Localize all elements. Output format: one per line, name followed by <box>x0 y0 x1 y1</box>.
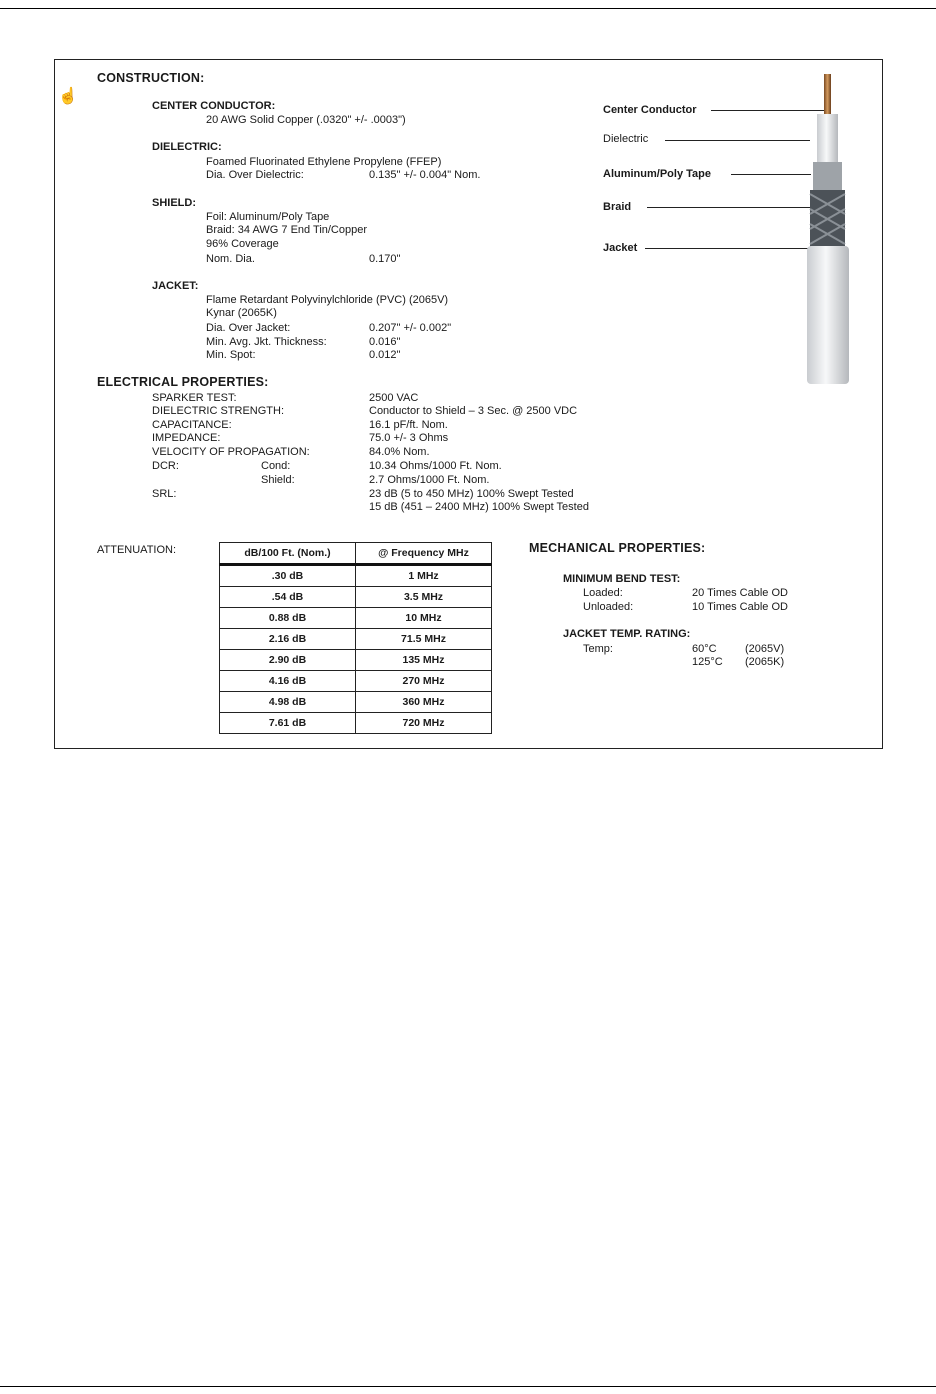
dcr-shield-label: Shield: <box>261 474 295 486</box>
callout-line <box>645 248 810 249</box>
jacket-spot-label: Min. Spot: <box>206 349 256 361</box>
table-row <box>220 629 492 650</box>
cable-conductor <box>824 74 831 116</box>
dcr-cond-label: Cond: <box>261 460 291 472</box>
electrical-heading: ELECTRICAL PROPERTIES: <box>97 375 269 389</box>
sparker-test-value: 2500 VAC <box>369 392 419 404</box>
db-cell: 4.98 dB <box>220 692 356 713</box>
table-row <box>220 713 492 734</box>
callout-dielectric: Dielectric <box>603 133 649 145</box>
cable-jacket <box>807 246 849 384</box>
shield-coverage: 96% Coverage <box>206 238 279 250</box>
jacket-thickness-value: 0.016" <box>369 336 401 348</box>
jacket-title: JACKET: <box>152 280 199 292</box>
dielectric-dia-value: 0.135" +/- 0.004" Nom. <box>369 169 481 181</box>
dcr-shield-value: 2.7 Ohms/1000 Ft. Nom. <box>369 474 490 486</box>
temp-label: Temp: <box>583 643 613 655</box>
srl-label: SRL: <box>152 488 177 500</box>
jacket-dia-value: 0.207" +/- 0.002" <box>369 322 452 334</box>
jacket-kynar: Kynar (2065K) <box>206 307 277 319</box>
callout-line <box>647 207 812 208</box>
attenuation-table <box>219 542 492 734</box>
attenuation-label: ATTENUATION: <box>97 544 177 556</box>
freq-cell: 71.5 MHz <box>356 629 492 650</box>
srl-line-1: 23 dB (5 to 450 MHz) 100% Swept Tested <box>369 488 574 500</box>
shield-nom-value: 0.170" <box>369 253 401 265</box>
callout-jacket: Jacket <box>603 242 638 254</box>
loaded-label: Loaded: <box>583 587 623 599</box>
db-cell: .30 dB <box>220 565 356 587</box>
cable-foil <box>813 162 842 192</box>
temp-code-1: (2065V) <box>745 643 785 655</box>
table-row <box>220 671 492 692</box>
datasheet-frame <box>54 59 883 749</box>
jacket-thickness-label: Min. Avg. Jkt. Thickness: <box>206 336 327 348</box>
freq-cell: 135 MHz <box>356 650 492 671</box>
freq-cell: 1 MHz <box>356 565 492 587</box>
shield-title: SHIELD: <box>152 197 196 209</box>
table-row <box>220 608 492 629</box>
cable-dielectric <box>817 114 838 164</box>
sparker-test-label: SPARKER TEST: <box>152 392 237 404</box>
jacket-material: Flame Retardant Polyvinylchloride (PVC) (2065V) <box>206 294 449 306</box>
shield-nom-label: Nom. Dia. <box>206 253 255 265</box>
db-cell: 0.88 dB <box>220 608 356 629</box>
temp-code-2: (2065K) <box>745 656 785 668</box>
dielectric-strength-label: DIELECTRIC STRENGTH: <box>152 405 285 417</box>
freq-cell: 270 MHz <box>356 671 492 692</box>
table-row <box>220 565 492 587</box>
callout-line <box>665 140 810 141</box>
coax-cable-image <box>795 74 865 386</box>
table-header-row <box>220 543 492 565</box>
jacket-spot-value: 0.012" <box>369 349 401 361</box>
hand-cursor-icon: ☝ <box>58 88 78 105</box>
table-row <box>220 650 492 671</box>
unloaded-label: Unloaded: <box>583 601 634 613</box>
unloaded-value: 10 Times Cable OD <box>692 601 788 613</box>
freq-cell: 3.5 MHz <box>356 587 492 608</box>
db-cell: 4.16 dB <box>220 671 356 692</box>
srl-line-2: 15 dB (451 – 2400 MHz) 100% Swept Tested <box>369 501 589 513</box>
column-header-frequency: @ Frequency MHz <box>356 543 492 565</box>
freq-cell: 720 MHz <box>356 713 492 734</box>
freq-cell: 10 MHz <box>356 608 492 629</box>
temp-value-1: 60°C <box>692 643 717 655</box>
dielectric-dia-label: Dia. Over Dielectric: <box>206 169 304 181</box>
dielectric-strength-value: Conductor to Shield – 3 Sec. @ 2500 VDC <box>369 405 578 417</box>
velocity-value: 84.0% Nom. <box>369 446 430 458</box>
column-header-db: dB/100 Ft. (Nom.) <box>220 543 356 565</box>
top-rule <box>0 8 936 9</box>
dielectric-title: DIELECTRIC: <box>152 141 222 153</box>
table-row <box>220 692 492 713</box>
table-row <box>220 587 492 608</box>
dcr-cond-value: 10.34 Ohms/1000 Ft. Nom. <box>369 460 502 472</box>
jacket-dia-label: Dia. Over Jacket: <box>206 322 291 334</box>
temp-value-2: 125°C <box>692 656 723 668</box>
dielectric-material: Foamed Fluorinated Ethylene Propylene (FFEP) <box>206 156 442 168</box>
dcr-label: DCR: <box>152 460 179 472</box>
shield-braid: Braid: 34 AWG 7 End Tin/Copper <box>206 224 368 236</box>
center-conductor-title: CENTER CONDUCTOR: <box>152 100 276 112</box>
callout-aluminum-poly-tape: Aluminum/Poly Tape <box>603 168 711 180</box>
capacitance-label: CAPACITANCE: <box>152 419 232 431</box>
jacket-temp-title: JACKET TEMP. RATING: <box>563 628 691 640</box>
freq-cell: 360 MHz <box>356 692 492 713</box>
impedance-value: 75.0 +/- 3 Ohms <box>369 432 449 444</box>
capacitance-value: 16.1 pF/ft. Nom. <box>369 419 448 431</box>
db-cell: 2.16 dB <box>220 629 356 650</box>
db-cell: 2.90 dB <box>220 650 356 671</box>
db-cell: 7.61 dB <box>220 713 356 734</box>
db-cell: .54 dB <box>220 587 356 608</box>
loaded-value: 20 Times Cable OD <box>692 587 788 599</box>
center-conductor-spec: 20 AWG Solid Copper (.0320" +/- .0003") <box>206 114 406 126</box>
shield-foil: Foil: Aluminum/Poly Tape <box>206 211 330 223</box>
impedance-label: IMPEDANCE: <box>152 432 221 444</box>
bottom-rule <box>0 1386 936 1387</box>
callout-braid: Braid <box>603 201 632 213</box>
construction-heading: CONSTRUCTION: <box>97 71 205 85</box>
velocity-label: VELOCITY OF PROPAGATION: <box>152 446 310 458</box>
bend-test-title: MINIMUM BEND TEST: <box>563 573 681 585</box>
callout-center-conductor: Center Conductor <box>603 104 697 116</box>
mechanical-heading: MECHANICAL PROPERTIES: <box>529 541 706 555</box>
